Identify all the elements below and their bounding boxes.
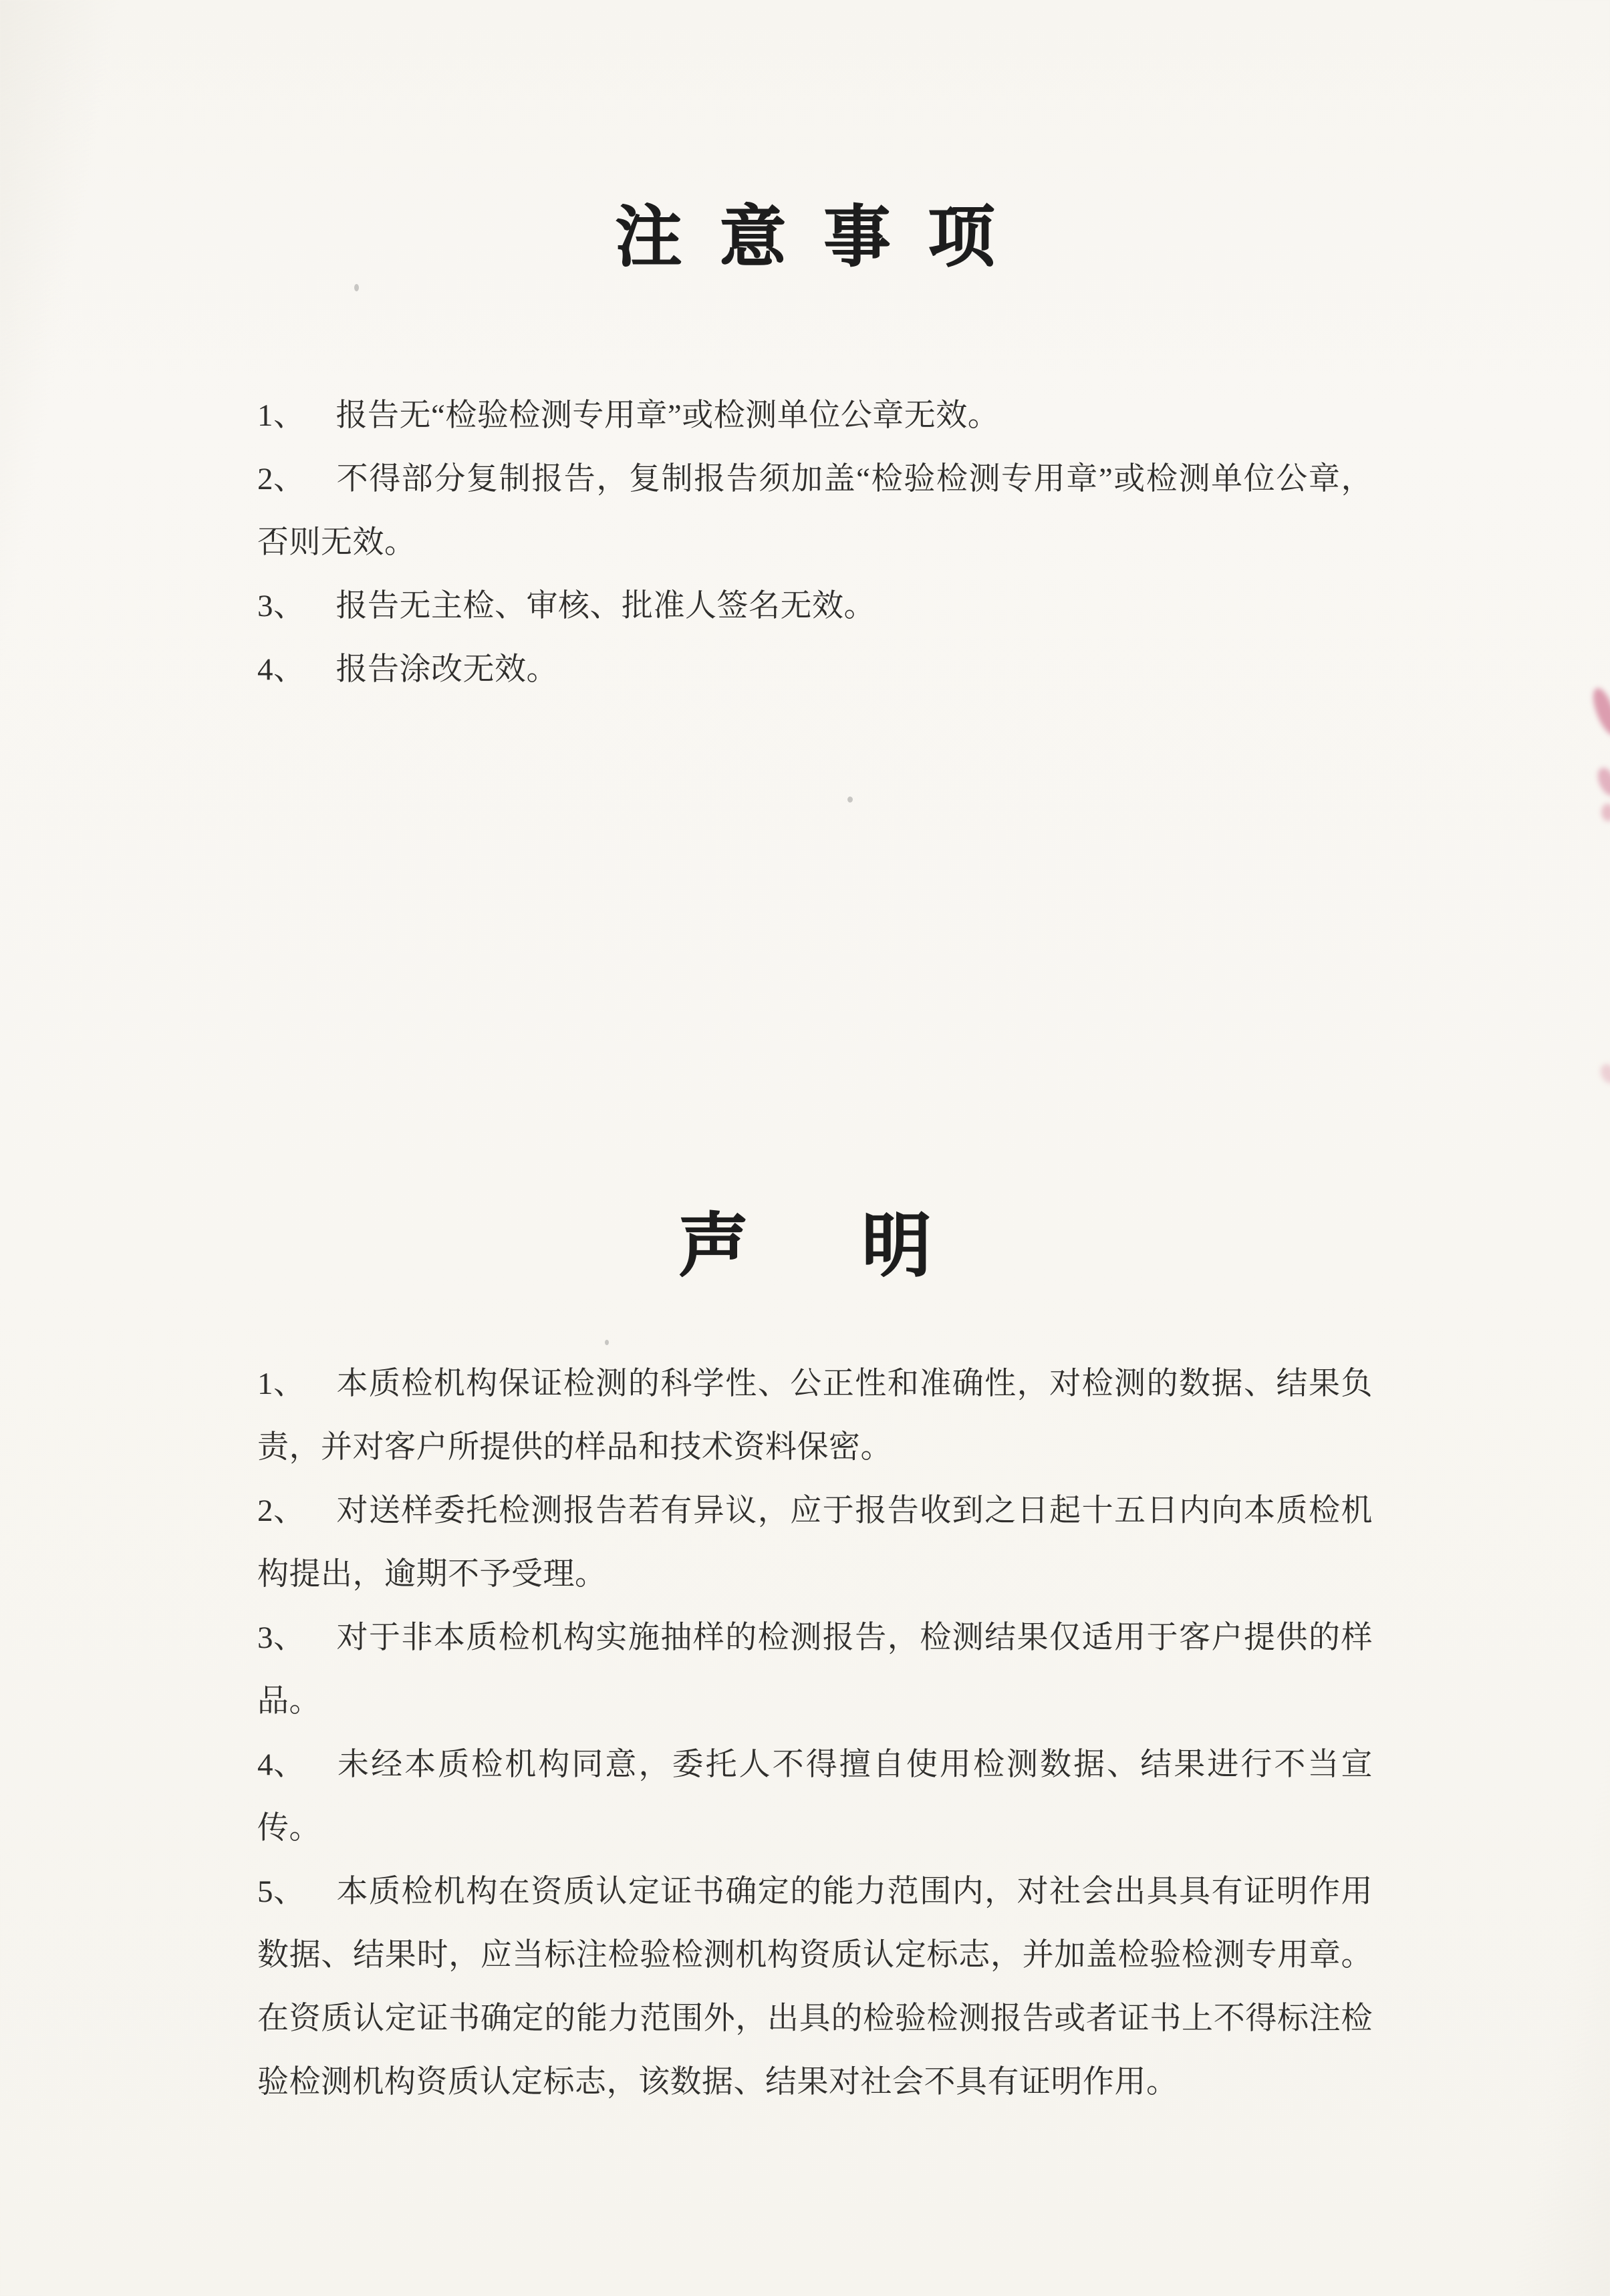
statement-item	[257, 1733, 1373, 1860]
item-number: 1、	[257, 398, 305, 433]
paper-speck	[847, 797, 853, 803]
statement-list	[257, 1352, 1373, 2114]
item-number: 4、	[257, 1747, 305, 1783]
item-text: 对送样委托检测报告若有异议，应于报告收到之日起十五日内向本质检机构提出，逾期不予受理。	[257, 1493, 1373, 1592]
item-text: 报告涂改无效。	[336, 652, 558, 687]
item-text: 报告无主检、审核、批准人签名无效。	[336, 589, 876, 623]
notice-list	[257, 384, 1373, 702]
red-ink-smudge	[1587, 686, 1610, 738]
paper-speck	[354, 284, 359, 291]
statement-item	[257, 1860, 1373, 2114]
notice-item	[257, 384, 1373, 448]
item-number: 2、	[257, 462, 305, 496]
item-number: 2、	[257, 1493, 305, 1529]
item-number: 3、	[257, 1620, 305, 1656]
red-ink-smudge	[1597, 1061, 1610, 1086]
notice-item	[257, 448, 1373, 575]
item-text: 本质检机构在资质认定证书确定的能力范围内，对社会出具具有证明作用数据、结果时，应当标注检验检测机构资质认定标志，并加盖检验检测专用章。在资质认定证书确定的能力范围外，出具的检验检测报告或者证书上不得标注检验检测机构资质认定标志，该数据、结果对社会不具有证明作用。	[257, 1874, 1373, 2100]
item-text: 对于非本质检机构实施抽样的检测报告，检测结果仅适用于客户提供的样品。	[257, 1620, 1373, 1719]
item-text: 未经本质检机构同意，委托人不得擅自使用检测数据、结果进行不当宣传。	[257, 1747, 1373, 1846]
red-ink-smudge	[1593, 765, 1610, 799]
item-text: 本质检机构保证检测的科学性、公正性和准确性，对检测的数据、结果负责，并对客户所提供的样品和技术资料保密。	[257, 1367, 1373, 1465]
notice-item	[257, 638, 1373, 702]
red-ink-smudge	[1599, 803, 1610, 823]
statement-section-title: 声明	[678, 1208, 1045, 1285]
notice-section-title: 注意事项	[615, 200, 1033, 275]
item-number: 1、	[257, 1367, 305, 1402]
item-text: 不得部分复制报告，复制报告须加盖“检验检测专用章”或检测单位公章，否则无效。	[257, 462, 1373, 560]
item-number: 4、	[257, 652, 305, 687]
statement-item	[257, 1479, 1373, 1606]
item-number: 3、	[257, 589, 305, 623]
paper-speck	[605, 1340, 609, 1345]
statement-item	[257, 1352, 1373, 1479]
item-text: 报告无“检验检测专用章”或检测单位公章无效。	[336, 398, 1000, 433]
notice-item	[257, 575, 1373, 638]
statement-item	[257, 1606, 1373, 1733]
item-number: 5、	[257, 1874, 305, 1910]
